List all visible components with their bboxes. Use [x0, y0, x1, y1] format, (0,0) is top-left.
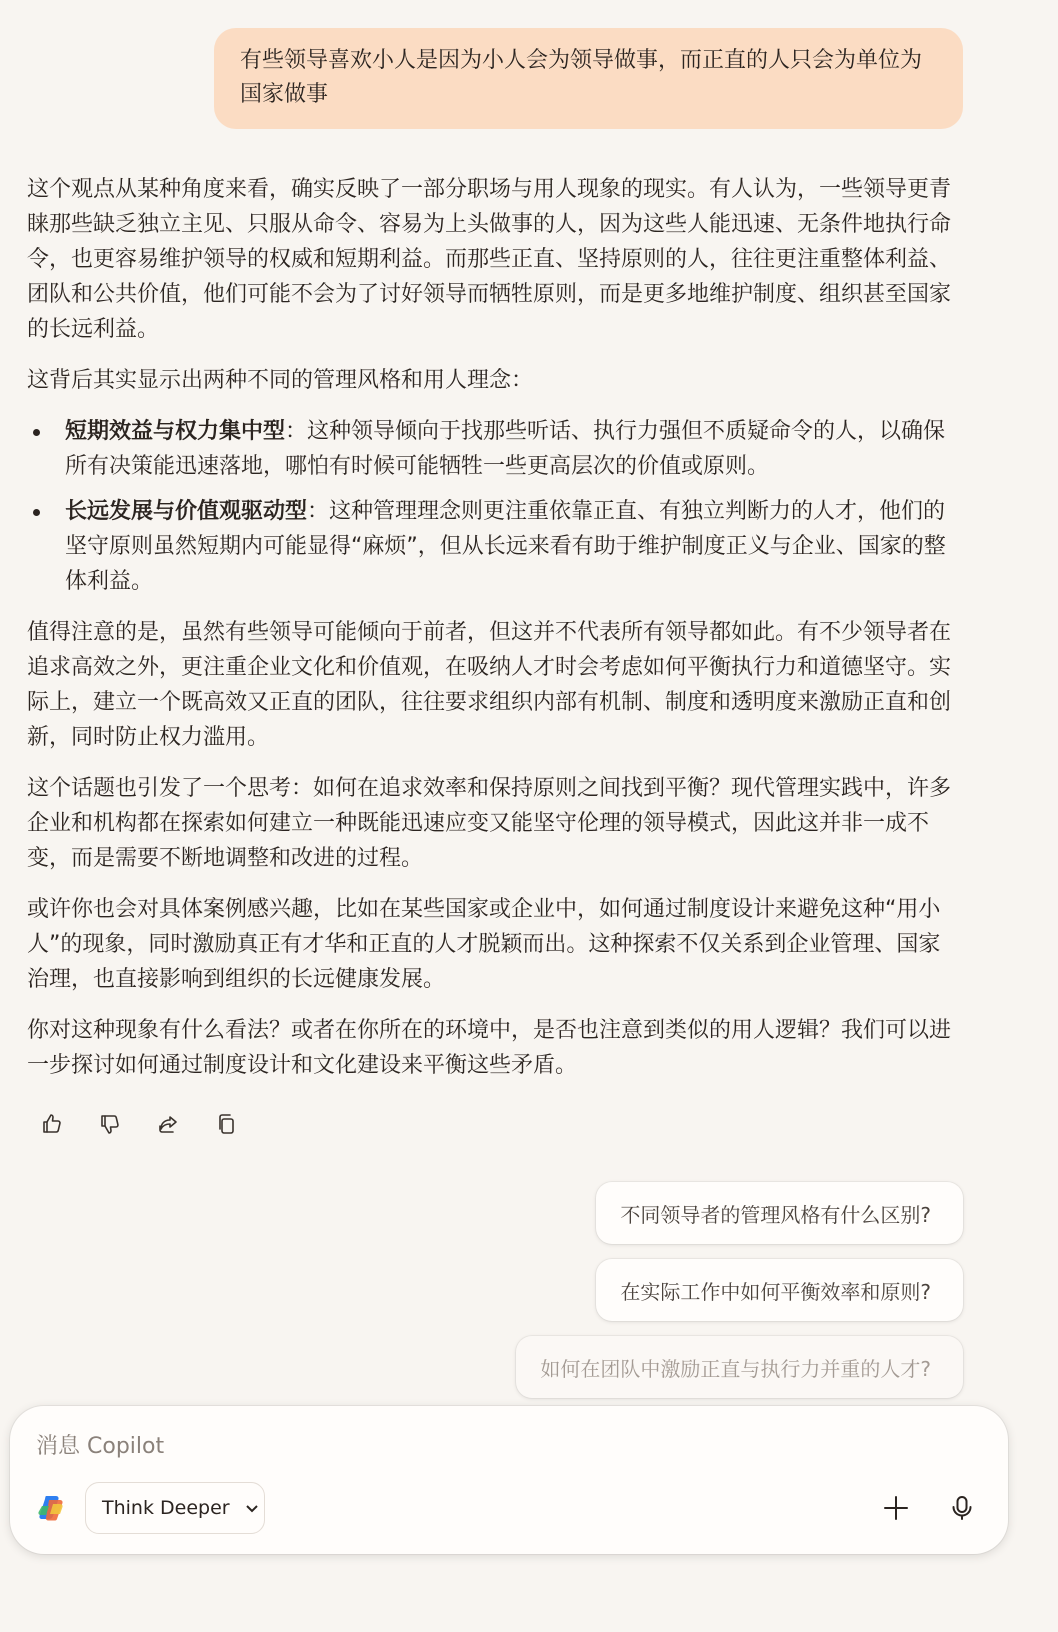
- suggestion-text: 在实际工作中如何平衡效率和原则?: [620, 1279, 931, 1304]
- answer-paragraph-6: 你对这种现象有什么看法？或者在你所在的环境中，是否也注意到类似的用人逻辑？我们可以进一步探讨如何通过制度设计和文化建设来平衡这些矛盾。: [27, 1018, 952, 1078]
- thumbs-down-icon: [98, 1112, 122, 1136]
- suggestion-text: 如何在团队中激励正直与执行力并重的人才?: [540, 1356, 931, 1381]
- bullet-title: 短期效益与权力集中型: [65, 419, 286, 444]
- share-button[interactable]: [150, 1106, 186, 1142]
- add-attachment-button[interactable]: [876, 1488, 916, 1528]
- suggestion-chip[interactable]: [596, 1182, 963, 1244]
- copy-icon: [214, 1112, 238, 1136]
- thumbs-up-button[interactable]: [34, 1106, 70, 1142]
- microphone-icon: [948, 1494, 976, 1522]
- bullet-text: ：这种领导倾向于找那些听话、执行力强但不质疑命令的人，以确保所有决策能迅速落地，哪怕有时候可能牺牲一些更高层次的价值或原则。: [65, 419, 946, 479]
- answer-paragraph-3: 值得注意的是，虽然有些领导可能倾向于前者，但这并不代表所有领导都如此。有不少领导者在追求高效之外，更注重企业文化和价值观，在吸纳人才时会考虑如何平衡执行力和道德坚守。实际上，建立一个既高效又正直的团队，往往要求组织内部有机制、制度和透明度来激励正直和创新，同时防止权力滥用。: [27, 620, 952, 750]
- message-input[interactable]: [36, 1428, 936, 1464]
- bullet-text: ：这种管理理念则更注重依靠正直、有独立判断力的人才，他们的坚守原则虽然短期内可能显得“麻烦”，但从长远来看有助于维护制度正义与企业、国家的整体利益。: [65, 499, 946, 594]
- bullet-title: 长远发展与价值观驱动型: [65, 499, 308, 524]
- answer-bullet-list: [27, 414, 962, 599]
- microphone-button[interactable]: [942, 1488, 982, 1528]
- think-deeper-button[interactable]: [85, 1482, 265, 1534]
- message-actions: [34, 1106, 244, 1142]
- suggestion-text: 不同领导者的管理风格有什么区别?: [620, 1202, 931, 1227]
- share-icon: [156, 1112, 180, 1136]
- copilot-logo-icon[interactable]: [36, 1492, 68, 1524]
- user-message-text: 有些领导喜欢小人是因为小人会为领导做事，而正直的人只会为单位为国家做事: [240, 48, 923, 107]
- answer-paragraph-1: 这个观点从某种角度来看，确实反映了一部分职场与用人现象的现实。有人认为，一些领导更青睐那些缺乏独立主见、只服从命令、容易为上头做事的人，因为这些人能迅速、无条件地执行命令，也更容易维护领导的权威和短期利益。而那些正直、坚持原则的人，往往更注重整体利益、团队和公共价值，他们可能不会为了讨好领导而牺牲原则，而是更多地维护制度、组织甚至国家的长远利益。: [27, 177, 952, 342]
- thumbs-down-button[interactable]: [92, 1106, 128, 1142]
- user-message-bubble: [214, 28, 963, 129]
- assistant-answer: [27, 172, 962, 1099]
- suggestion-chip[interactable]: [516, 1336, 963, 1398]
- answer-bullet-item: [27, 494, 962, 599]
- copy-button[interactable]: [208, 1106, 244, 1142]
- answer-bullet-item: [27, 414, 962, 484]
- chevron-down-icon: [244, 1500, 260, 1516]
- answer-paragraph-2: 这背后其实显示出两种不同的管理风格和用人理念：: [27, 368, 534, 393]
- answer-paragraph-5: 或许你也会对具体案例感兴趣，比如在某些国家或企业中，如何通过制度设计来避免这种“用小人”的现象，同时激励真正有才华和正直的人才脱颖而出。这种探索不仅关系到企业管理、国家治理，也直接影响到组织的长远健康发展。: [27, 897, 941, 992]
- think-deeper-label: Think Deeper: [102, 1497, 230, 1519]
- message-composer: [10, 1406, 1008, 1554]
- suggestion-chip[interactable]: [596, 1259, 963, 1321]
- answer-paragraph-4: 这个话题也引发了一个思考：如何在追求效率和保持原则之间找到平衡？现代管理实践中，许多企业和机构都在探索如何建立一种既能迅速应变又能坚守伦理的领导模式，因此这并非一成不变，而是需要不断地调整和改进的过程。: [27, 776, 952, 871]
- plus-icon: [882, 1494, 910, 1522]
- thumbs-up-icon: [40, 1112, 64, 1136]
